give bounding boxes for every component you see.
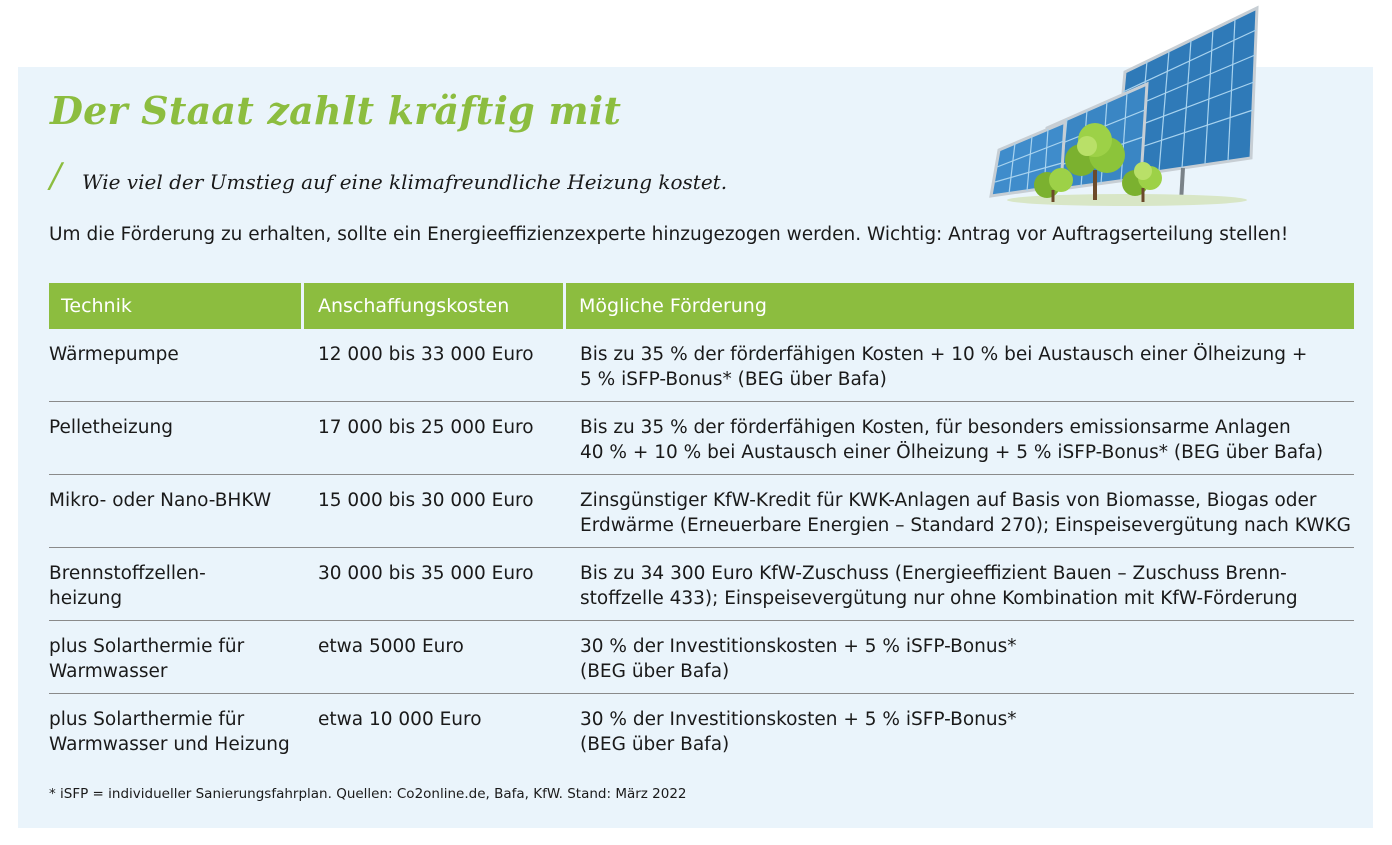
slash-mark: / <box>50 156 62 196</box>
cell-foerderung <box>580 707 1354 767</box>
cell-line: (BEG über Bafa) <box>580 661 730 682</box>
funding-table <box>49 283 1354 767</box>
cell-technik <box>49 634 318 693</box>
cell-line: plus Solarthermie für <box>49 709 245 730</box>
cell-technik <box>49 415 318 474</box>
cell-line: Mikro- oder Nano-BHKW <box>49 490 272 511</box>
cell-technik <box>49 707 318 767</box>
cell-foerderung <box>580 488 1354 547</box>
cell-line: 30 % der Investitionskosten + 5 % iSFP-Bonus* <box>580 709 1017 730</box>
cell-technik <box>49 488 318 547</box>
cell-line: Pelletheizung <box>49 417 173 438</box>
footnote: * iSFP = individueller Sanierungsfahrplan. Quellen: Co2online.de, Bafa, KfW. Stand: März 2022 <box>49 786 687 802</box>
cell-line: 30 % der Investitionskosten + 5 % iSFP-Bonus* <box>580 636 1017 657</box>
cell-line: 5 % iSFP-Bonus* (BEG über Bafa) <box>580 369 887 390</box>
cell-kosten: 17 000 bis 25 000 Euro <box>318 417 534 438</box>
table-row <box>49 402 1354 475</box>
cell-technik <box>49 561 318 620</box>
cell-foerderung <box>580 634 1354 693</box>
cell-line: stoffzelle 433); Einspeisevergütung nur ohne Kombination mit KfW-Förderung <box>580 588 1298 609</box>
cell-line: Bis zu 34 300 Euro KfW-Zuschuss (Energieeffizient Bauen – Zuschuss Brenn- <box>580 563 1287 584</box>
table-row <box>49 548 1354 621</box>
table-row <box>49 475 1354 548</box>
cell-kosten: 30 000 bis 35 000 Euro <box>318 563 534 584</box>
table-row <box>49 621 1354 694</box>
header-technik: Technik <box>49 283 301 329</box>
cell-line: plus Solarthermie für <box>49 636 245 657</box>
cell-line: Erdwärme (Erneuerbare Energien – Standard 270); Einspeisevergütung nach KWKG <box>580 515 1352 536</box>
cell-line: 40 % + 10 % bei Austausch einer Ölheizung + 5 % iSFP-Bonus* (BEG über Bafa) <box>580 442 1324 463</box>
cell-foerderung <box>580 415 1354 474</box>
table-row <box>49 694 1354 767</box>
subtitle: Wie viel der Umstieg auf eine klimafreundliche Heizung kostet. <box>82 170 728 194</box>
cell-line: Bis zu 35 % der förderfähigen Kosten, für besonders emissionsarme Anlagen <box>580 417 1291 438</box>
page-title: Der Staat zahlt kräftig mit <box>50 88 622 133</box>
cell-line: (BEG über Bafa) <box>580 734 730 755</box>
cell-kosten: 15 000 bis 30 000 Euro <box>318 490 534 511</box>
cell-kosten: etwa 5000 Euro <box>318 636 464 657</box>
table-header <box>49 283 1354 329</box>
cell-foerderung <box>580 561 1354 620</box>
cell-line: Zinsgünstiger KfW-Kredit für KWK-Anlagen auf Basis von Biomasse, Biogas oder <box>580 490 1317 511</box>
solar-panels-trees-icon <box>985 0 1275 215</box>
header-foerderung: Mögliche Förderung <box>566 283 1354 329</box>
cell-line: Warmwasser <box>49 661 168 682</box>
cell-technik <box>49 342 318 401</box>
cell-line: Brennstoffzellen- <box>49 563 206 584</box>
table-row <box>49 329 1354 402</box>
intro-text: Um die Förderung zu erhalten, sollte ein Energieeffizienzexperte hinzugezogen werden. Wichtig: Antrag vor Auftragserteilung stellen! <box>49 224 1289 245</box>
cell-kosten: etwa 10 000 Euro <box>318 709 482 730</box>
cell-line: Bis zu 35 % der förderfähigen Kosten + 10 % bei Austausch einer Ölheizung + <box>580 344 1308 365</box>
cell-line: Wärmepumpe <box>49 344 179 365</box>
cell-line: Warmwasser und Heizung <box>49 734 290 755</box>
header-anschaffungskosten: Anschaffungskosten <box>304 283 563 329</box>
cell-line: heizung <box>49 588 123 609</box>
cell-foerderung <box>580 342 1354 401</box>
cell-kosten: 12 000 bis 33 000 Euro <box>318 344 534 365</box>
